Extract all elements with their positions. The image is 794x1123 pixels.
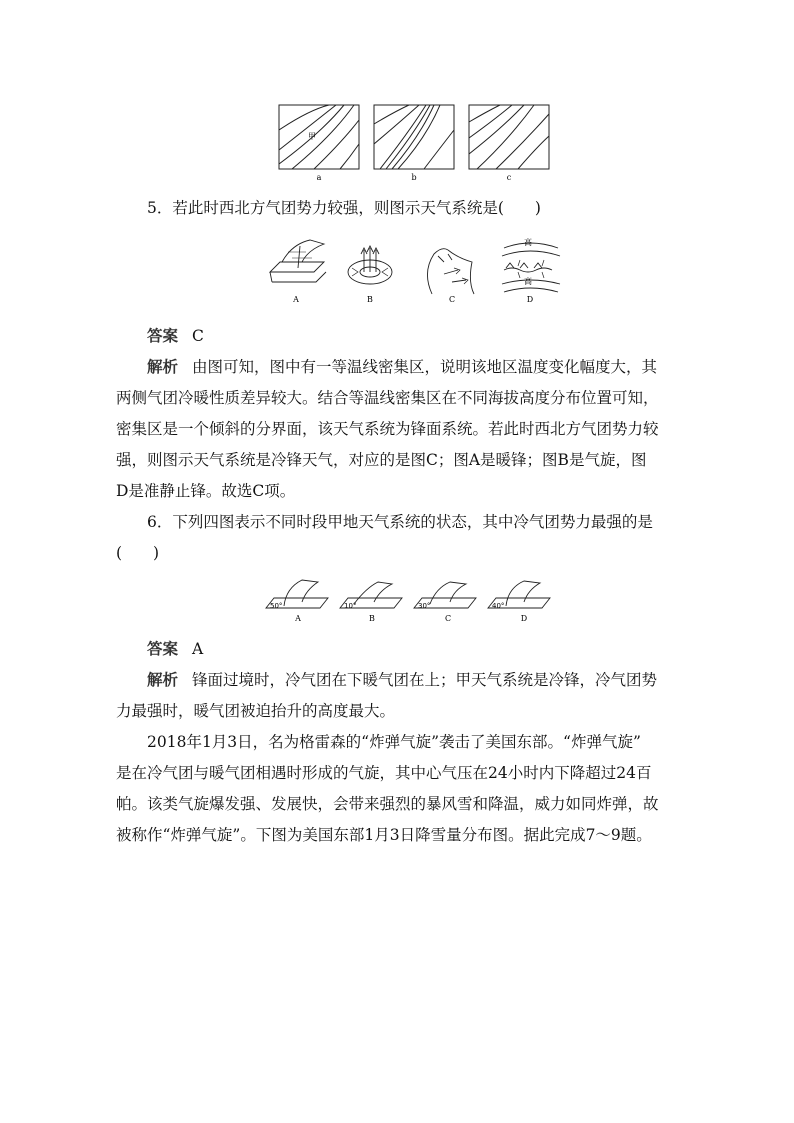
q5-analysis-line-3: 密集区是一个倾斜的分界面，该天气系统为锋面系统。若此时西北方气团势力较 [116,420,659,438]
q6-solution [116,634,682,727]
q5-answer: C [192,327,204,345]
passage-line-4: 被称作“炸弹气旋”。下图为美国东部1月3日降雪量分布图。据此完成7～9题。 [116,826,652,844]
system-b-cyclone [348,246,392,284]
system-a-warm-front [270,240,326,282]
q6-answer: A [192,640,204,658]
angle-c: 30° [418,602,431,610]
front-label-a: A [295,614,301,623]
front-label-b: B [369,614,375,623]
analysis-label: 解析 [147,671,179,689]
isotherm-panel-b [374,105,454,169]
high-label-top: 高 [524,238,532,247]
q5-analysis-line-1 [116,352,682,383]
panel-label-c: c [506,173,512,182]
front-label-c: C [444,614,452,623]
system-label-b: B [367,295,373,304]
isotherm-panel-c [469,105,549,169]
q5-analysis-text-1: 由图可知，图中有一等温线密集区，说明该地区温度变化幅度大，其 [192,358,658,376]
front-angle-figure [262,574,562,626]
high-label-bottom: 高 [524,277,532,286]
q6-block [116,507,682,569]
q6-analysis-text-1: 锋面过境时，冷气团在下暖气团在上；甲天气系统是冷锋，冷气团势 [192,671,658,689]
panel-label-b: b [411,173,417,182]
q6-stem-line-2: ( ) [116,544,160,562]
isotherm-figure [274,102,564,186]
analysis-label: 解析 [147,358,179,376]
angle-b: 10° [344,602,357,610]
angle-a: 50° [270,602,283,610]
q5-stem: 5．若此时西北方气团势力较强，则图示天气系统是( ) [147,199,541,217]
q6-answer-line [116,634,682,665]
passage [116,727,682,851]
marker-jia: 甲 [308,132,316,141]
system-label-d: D [526,295,534,304]
passage-line-1: 2018年1月3日，名为格雷森的“炸弹气旋”袭击了美国东部。“炸弹气旋” [147,733,641,751]
front-label-d: D [520,614,528,623]
q5-analysis-line-2: 两侧气团冷暖性质差异较大。结合等温线密集区在不同海拔高度分布位置可知， [116,389,659,407]
q5-analysis-line-4: 强，则图示天气系统是冷锋天气，对应的是图C；图A是暖锋；图B是气旋，图 [116,451,647,469]
system-c-cold-front [427,249,474,294]
q5-solution [116,321,682,507]
q6-analysis-line-2: 力最强时，暖气团被迫抬升的高度最大。 [116,702,396,720]
answer-label: 答案 [147,640,179,658]
q5-answer-line [116,321,682,352]
q5-block [116,193,682,224]
system-label-c: C [448,295,456,304]
panel-label-a: a [316,173,322,182]
passage-line-3: 帕。该类气旋爆发强、发展快，会带来强烈的暴风雪和降温，威力如同炸弹，故 [116,795,659,813]
angle-d: 40° [492,602,505,610]
answer-label: 答案 [147,327,179,345]
weather-systems-figure [262,232,562,308]
q6-analysis-line-1 [116,665,682,696]
q6-stem-line-1: 6．下列四图表示不同时段甲地天气系统的状态，其中冷气团势力最强的是 [147,513,653,531]
passage-line-2: 是在冷气团与暖气团相遇时形成的气旋，其中心气压在24小时内下降超过24百 [116,764,652,782]
q5-analysis-line-5: D是准静止锋。故选C项。 [116,482,296,500]
system-label-a: A [293,295,299,304]
isotherm-panel-a [279,105,359,169]
